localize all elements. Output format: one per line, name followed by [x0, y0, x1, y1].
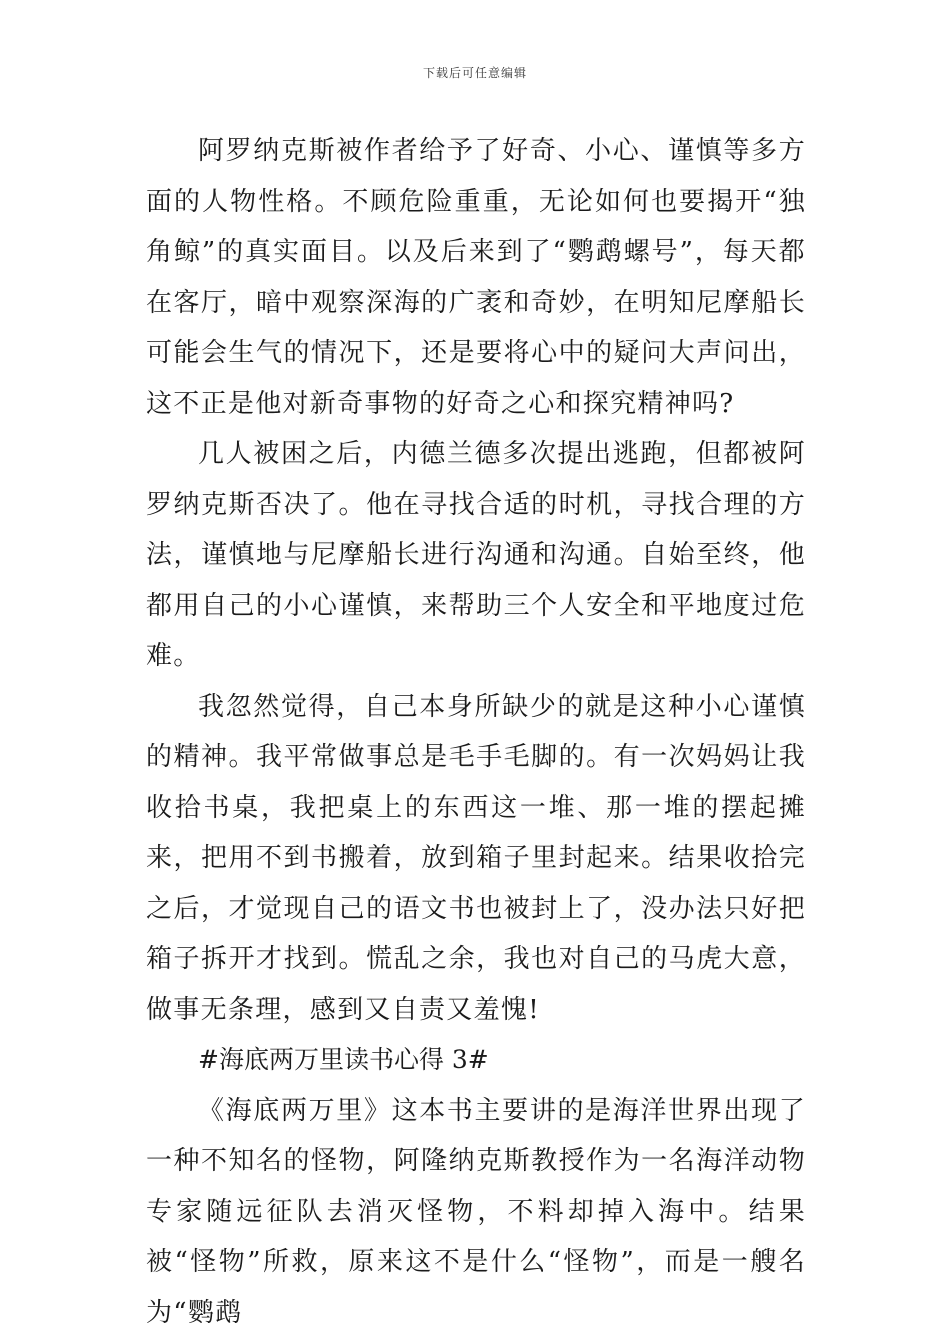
paragraph-personal-reflection: 我忽然觉得，自己本身所缺少的就是这种小心谨慎的精神。我平常做事总是毛手毛脚的。有一次妈妈让我收拾书桌，我把桌上的东西这一堆、那一堆的摆起摊来，把用不到书搬着，放到箱子里封起来。结果收拾完之后，才觉现自己的语文书也被封上了，没办法只好把箱子拆开才找到。慌乱之余，我也对自己的马虎大意，做事无条理，感到又自责又羞愧!: [146, 691, 806, 1025]
page-header: 下载后可任意编辑: [422, 66, 527, 80]
section-heading: #海底两万里读书心得 3#: [198, 1045, 489, 1074]
paragraph-character-traits: 阿罗纳克斯被作者给予了好奇、小心、谨慎等多方面的人物性格。不顾危险重重，无论如何也要揭开“独角鲸”的真实面目。以及后来到了“鹦鹉螺号”，每天都在客厅，暗中观察深海的广袤和奇妙，在明知尼摩船长可能会生气的情况下，还是要将心中的疑问大声问出，这不正是他对新奇事物的好奇之心和探究精神吗?: [146, 136, 806, 419]
paragraph-book-summary: 《海底两万里》这本书主要讲的是海洋世界出现了一种不知名的怪物，阿隆纳克斯教授作为一名海洋动物专家随远征队去消灭怪物，不料却掉入海中。结果被“怪物”所救，原来这不是什么“怪物”，而是一艘名为“鹦鹉: [146, 1095, 806, 1328]
paragraph-escape-decision: 几人被困之后，内德兰德多次提出逃跑，但都被阿罗纳克斯否决了。他在寻找合适的时机，寻找合理的方法，谨慎地与尼摩船长进行沟通和沟通。自始至终，他都用自己的小心谨慎，来帮助三个人安全和平地度过危难。: [146, 439, 806, 671]
document-body: [146, 126, 806, 1338]
